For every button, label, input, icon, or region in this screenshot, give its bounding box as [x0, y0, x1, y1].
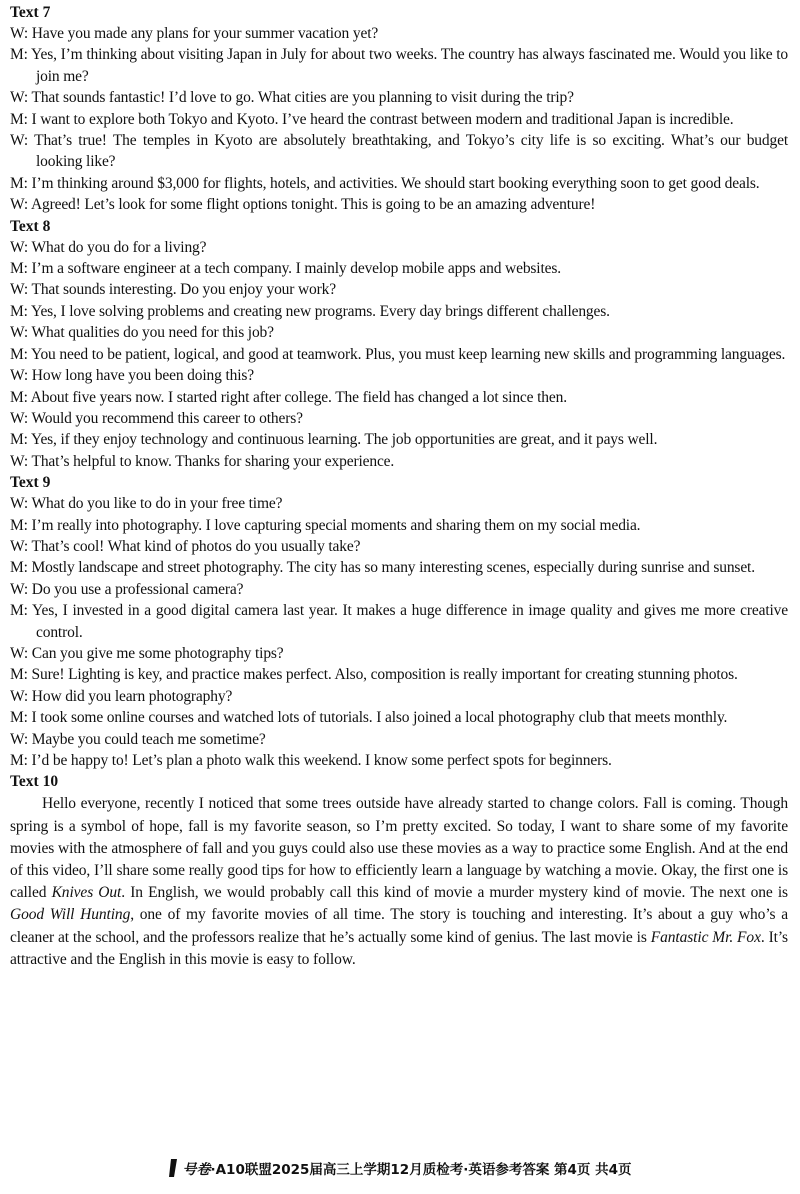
section-title: Text 7 — [10, 4, 51, 21]
dialogue-text: Agreed! Let’s look for some flight options tonight. This is going to be an amazing adventure! — [30, 196, 596, 214]
speaker-label: M: — [10, 110, 28, 128]
speaker-label: W: — [10, 324, 29, 342]
speaker-label: W: — [10, 687, 29, 705]
dialogue-line — [10, 194, 788, 215]
speaker-label: M: — [10, 709, 28, 727]
dialogue-line — [10, 515, 788, 536]
speaker-label: M: — [10, 431, 28, 449]
text-section-7 — [10, 2, 788, 216]
dialogue-line — [10, 279, 788, 300]
dialogue-line — [10, 750, 788, 771]
speaker-label: M: — [10, 602, 28, 620]
speaker-label: M: — [10, 46, 28, 64]
dialogue-line — [10, 322, 788, 343]
paragraph-text: . It’s attractive and the English in this movie is easy to follow. — [10, 928, 788, 968]
section-title: Text 10 — [10, 773, 59, 791]
dialogue-text: That sounds fantastic! I’d love to go. What cities are you planning to visit during the trip? — [31, 89, 574, 107]
dialogue-text: That’s true! The temples in Kyoto are absolutely breathtaking, and Tokyo’s city life is so exciting. What’s our budget looking like? — [34, 132, 788, 171]
speaker-label: W: — [10, 238, 29, 256]
speaker-label: W: — [10, 452, 29, 470]
dialogue-text: I’m thinking around $3,000 for flights, hotels, and activities. We should start booking everything soon to get good deals. — [31, 174, 760, 192]
dialogue-text: I’d be happy to! Let’s plan a photo walk this weekend. I know some perfect spots for beginners. — [31, 752, 612, 769]
dialogue-line — [10, 707, 788, 728]
dialogue-text: What do you do for a living? — [31, 238, 207, 256]
speaker-label: W: — [10, 580, 29, 598]
section-title: Text 8 — [10, 217, 51, 235]
dialogue-line — [10, 493, 788, 514]
paragraph-text: Hello everyone, recently I noticed that some trees outside have already started to change colors. Fall is coming. Though spring is a symbol of hope, fall is my favorite season, so I’m pretty excited. So today, I want to share some of my favorite movies with the atmosphere of fall and you guys could also use these movies as a way to practice some English. And at the end of this video, I’ll share some really good tips for how to efficiently learn a language by watching a movie. Okay, the first one is called — [10, 795, 788, 902]
paragraph-text: . In English, we would probably call this kind of movie a murder mystery kind of movie. The next one is — [121, 884, 788, 902]
document-page — [10, 2, 788, 971]
dialogue-text: What do you like to do in your free time? — [31, 495, 283, 513]
dialogue-text: Maybe you could teach me sometime? — [31, 730, 266, 748]
speaker-label: W: — [10, 537, 29, 555]
speaker-label: W: — [10, 25, 29, 42]
speaker-label: M: — [10, 174, 28, 192]
dialogue-text: About five years now. I started right after college. The field has changed a lot since then. — [30, 388, 567, 406]
dialogue-line — [10, 87, 788, 108]
dialogue-line — [10, 451, 788, 472]
dialogue-text: Yes, I love solving problems and creating new programs. Every day brings different challenges. — [30, 302, 610, 320]
speaker-label: W: — [10, 495, 29, 513]
speaker-label: W: — [10, 367, 29, 385]
dialogue-line — [10, 579, 788, 600]
page-footer — [0, 1158, 800, 1182]
dialogue-line — [10, 365, 788, 386]
dialogue-text: That sounds interesting. Do you enjoy your work? — [31, 281, 336, 299]
dialogue-line — [10, 729, 788, 750]
dialogue-line — [10, 536, 788, 557]
dialogue-text: Would you recommend this career to others? — [31, 409, 303, 427]
dialogue-text: Sure! Lighting is key, and practice makes perfect. Also, composition is really important for creating stunning photos. — [31, 666, 738, 684]
dialogue-line — [10, 237, 788, 258]
speaker-label: M: — [10, 666, 28, 684]
dialogue-text: Yes, I invested in a good digital camera last year. It makes a huge difference in image quality and gives me more creative control. — [32, 602, 788, 641]
speaker-label: W: — [10, 89, 29, 107]
paragraph-text: , one of my favorite movies of all time. The story is touching and interesting. It’s about a guy who’s a cleaner at the school, and the professors realize that he’s actually some kind of genius. The last movie is — [10, 906, 788, 946]
dialogue-line — [10, 344, 788, 365]
dialogue-line — [10, 258, 788, 279]
dialogue-text: Do you use a professional camera? — [31, 580, 244, 598]
movie-title: Good Will Hunting — [10, 906, 131, 924]
dialogue-text: Yes, I’m thinking about visiting Japan in July for about two weeks. The country has always fascinated me. Would you like to join me? — [31, 46, 788, 85]
speaker-label: M: — [10, 302, 28, 320]
dialogue-line — [10, 600, 788, 643]
dialogue-line — [10, 429, 788, 450]
dialogue-text: That’s cool! What kind of photos do you usually take? — [31, 537, 361, 555]
dialogue-text: How long have you been doing this? — [31, 367, 254, 385]
speaker-label: W: — [10, 644, 29, 662]
dialogue-text: I want to explore both Tokyo and Kyoto. I’ve heard the contrast between modern and traditional Japan is incredible. — [31, 110, 734, 128]
speaker-label: M: — [10, 516, 28, 534]
dialogue-line — [10, 44, 788, 87]
speaker-label: W: — [10, 409, 29, 427]
speaker-label: M: — [10, 260, 28, 278]
speaker-label: W: — [10, 730, 29, 748]
dialogue-text: Have you made any plans for your summer vacation yet? — [31, 25, 379, 42]
speaker-label: M: — [10, 388, 28, 406]
dialogue-line — [10, 173, 788, 194]
speaker-label: M: — [10, 345, 28, 363]
speaker-label: M: — [10, 752, 28, 769]
publisher-logo-text: 号卷 — [182, 1162, 211, 1178]
speaker-label: M: — [10, 559, 28, 577]
monologue-paragraph — [10, 793, 788, 971]
speaker-label: W: — [10, 196, 29, 214]
speaker-label: W: — [10, 281, 29, 299]
movie-title: Fantastic Mr. Fox — [650, 928, 761, 946]
text-section-10 — [10, 771, 788, 971]
dialogue-text: Yes, if they enjoy technology and continuous learning. The job opportunities are great, and it pays well. — [30, 431, 658, 449]
dialogue-text: Can you give me some photography tips? — [31, 644, 284, 662]
dialogue-line — [10, 664, 788, 685]
dialogue-text: I’m really into photography. I love capturing special moments and sharing them on my social media. — [31, 516, 641, 534]
dialogue-text: I took some online courses and watched lots of tutorials. I also joined a local photography club that meets monthly. — [31, 709, 728, 727]
footer-text: ·A10联盟2025届高三上学期12月质检考·英语参考答案 第4页 共4页 — [210, 1162, 632, 1178]
dialogue-text: You need to be patient, logical, and good at teamwork. Plus, you must keep learning new skills and programming languages. — [30, 345, 786, 363]
publisher-logo-icon — [168, 1158, 178, 1182]
dialogue-text: That’s helpful to know. Thanks for sharing your experience. — [31, 452, 395, 470]
dialogue-line — [10, 408, 788, 429]
dialogue-text: How did you learn photography? — [31, 687, 233, 705]
dialogue-line — [10, 557, 788, 578]
dialogue-line — [10, 109, 788, 130]
dialogue-text: Mostly landscape and street photography. The city has so many interesting scenes, especially during sunrise and sunset. — [31, 559, 755, 577]
dialogue-line — [10, 23, 788, 44]
dialogue-line — [10, 686, 788, 707]
movie-title: Knives Out — [51, 884, 122, 902]
section-title: Text 9 — [10, 474, 51, 492]
text-section-8 — [10, 216, 788, 472]
dialogue-line — [10, 387, 788, 408]
dialogue-text: What qualities do you need for this job? — [31, 324, 274, 342]
text-section-9 — [10, 472, 788, 771]
speaker-label: W: — [10, 132, 29, 150]
dialogue-line — [10, 301, 788, 322]
dialogue-line — [10, 130, 788, 173]
dialogue-text: I’m a software engineer at a tech company. I mainly develop mobile apps and websites. — [31, 260, 561, 278]
dialogue-line — [10, 643, 788, 664]
